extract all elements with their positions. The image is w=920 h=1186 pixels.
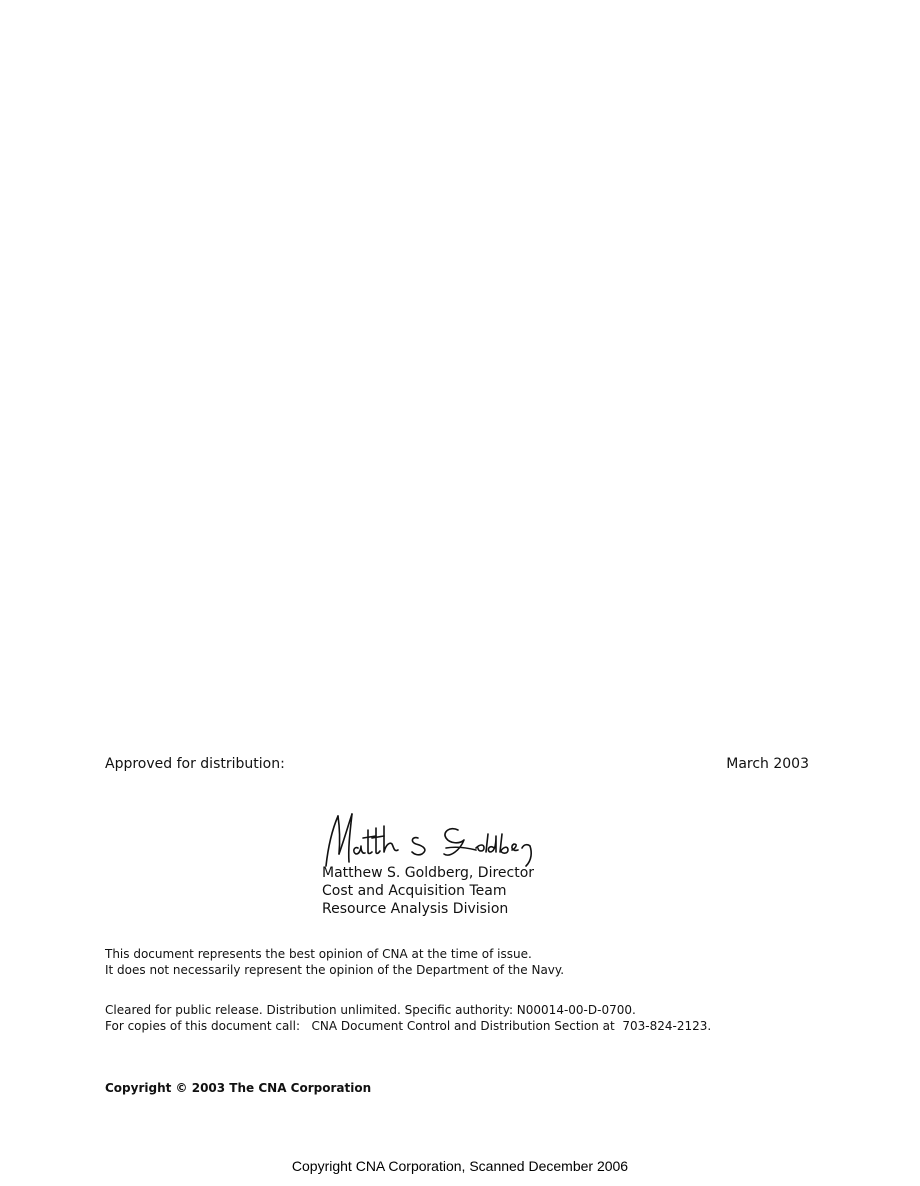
handwritten-signature <box>318 808 538 872</box>
signatory-team: Cost and Acquisition Team <box>322 883 507 899</box>
signatory-name: Matthew S. Goldberg, Director <box>322 865 535 881</box>
release-line-2 <box>105 1018 711 1034</box>
opinion-disclaimer <box>105 946 564 978</box>
signatory-block <box>322 864 534 918</box>
copies-phone: 703-824-2123. <box>622 1019 712 1033</box>
signatory-division: Resource Analysis Division <box>322 901 509 917</box>
disclaimer-line-1: This document represents the best opinion of CNA at the time of issue. <box>105 947 532 961</box>
scan-footer: Copyright CNA Corporation, Scanned December 2006 <box>291 1158 629 1174</box>
copyright-notice: Copyright © 2003 The CNA Corporation <box>105 1081 372 1095</box>
release-line-1: Cleared for public release. Distribution unlimited. Specific authority: N00014-00-D-0700. <box>105 1003 636 1017</box>
release-statement <box>105 1002 711 1034</box>
copies-label: For copies of this document call: <box>105 1019 301 1033</box>
approval-label: Approved for distribution: <box>105 756 285 772</box>
copies-contact: CNA Document Control and Distribution Section at <box>311 1019 615 1033</box>
disclaimer-line-2: It does not necessarily represent the opinion of the Department of the Navy. <box>105 963 565 977</box>
approval-date: March 2003 <box>726 756 809 772</box>
